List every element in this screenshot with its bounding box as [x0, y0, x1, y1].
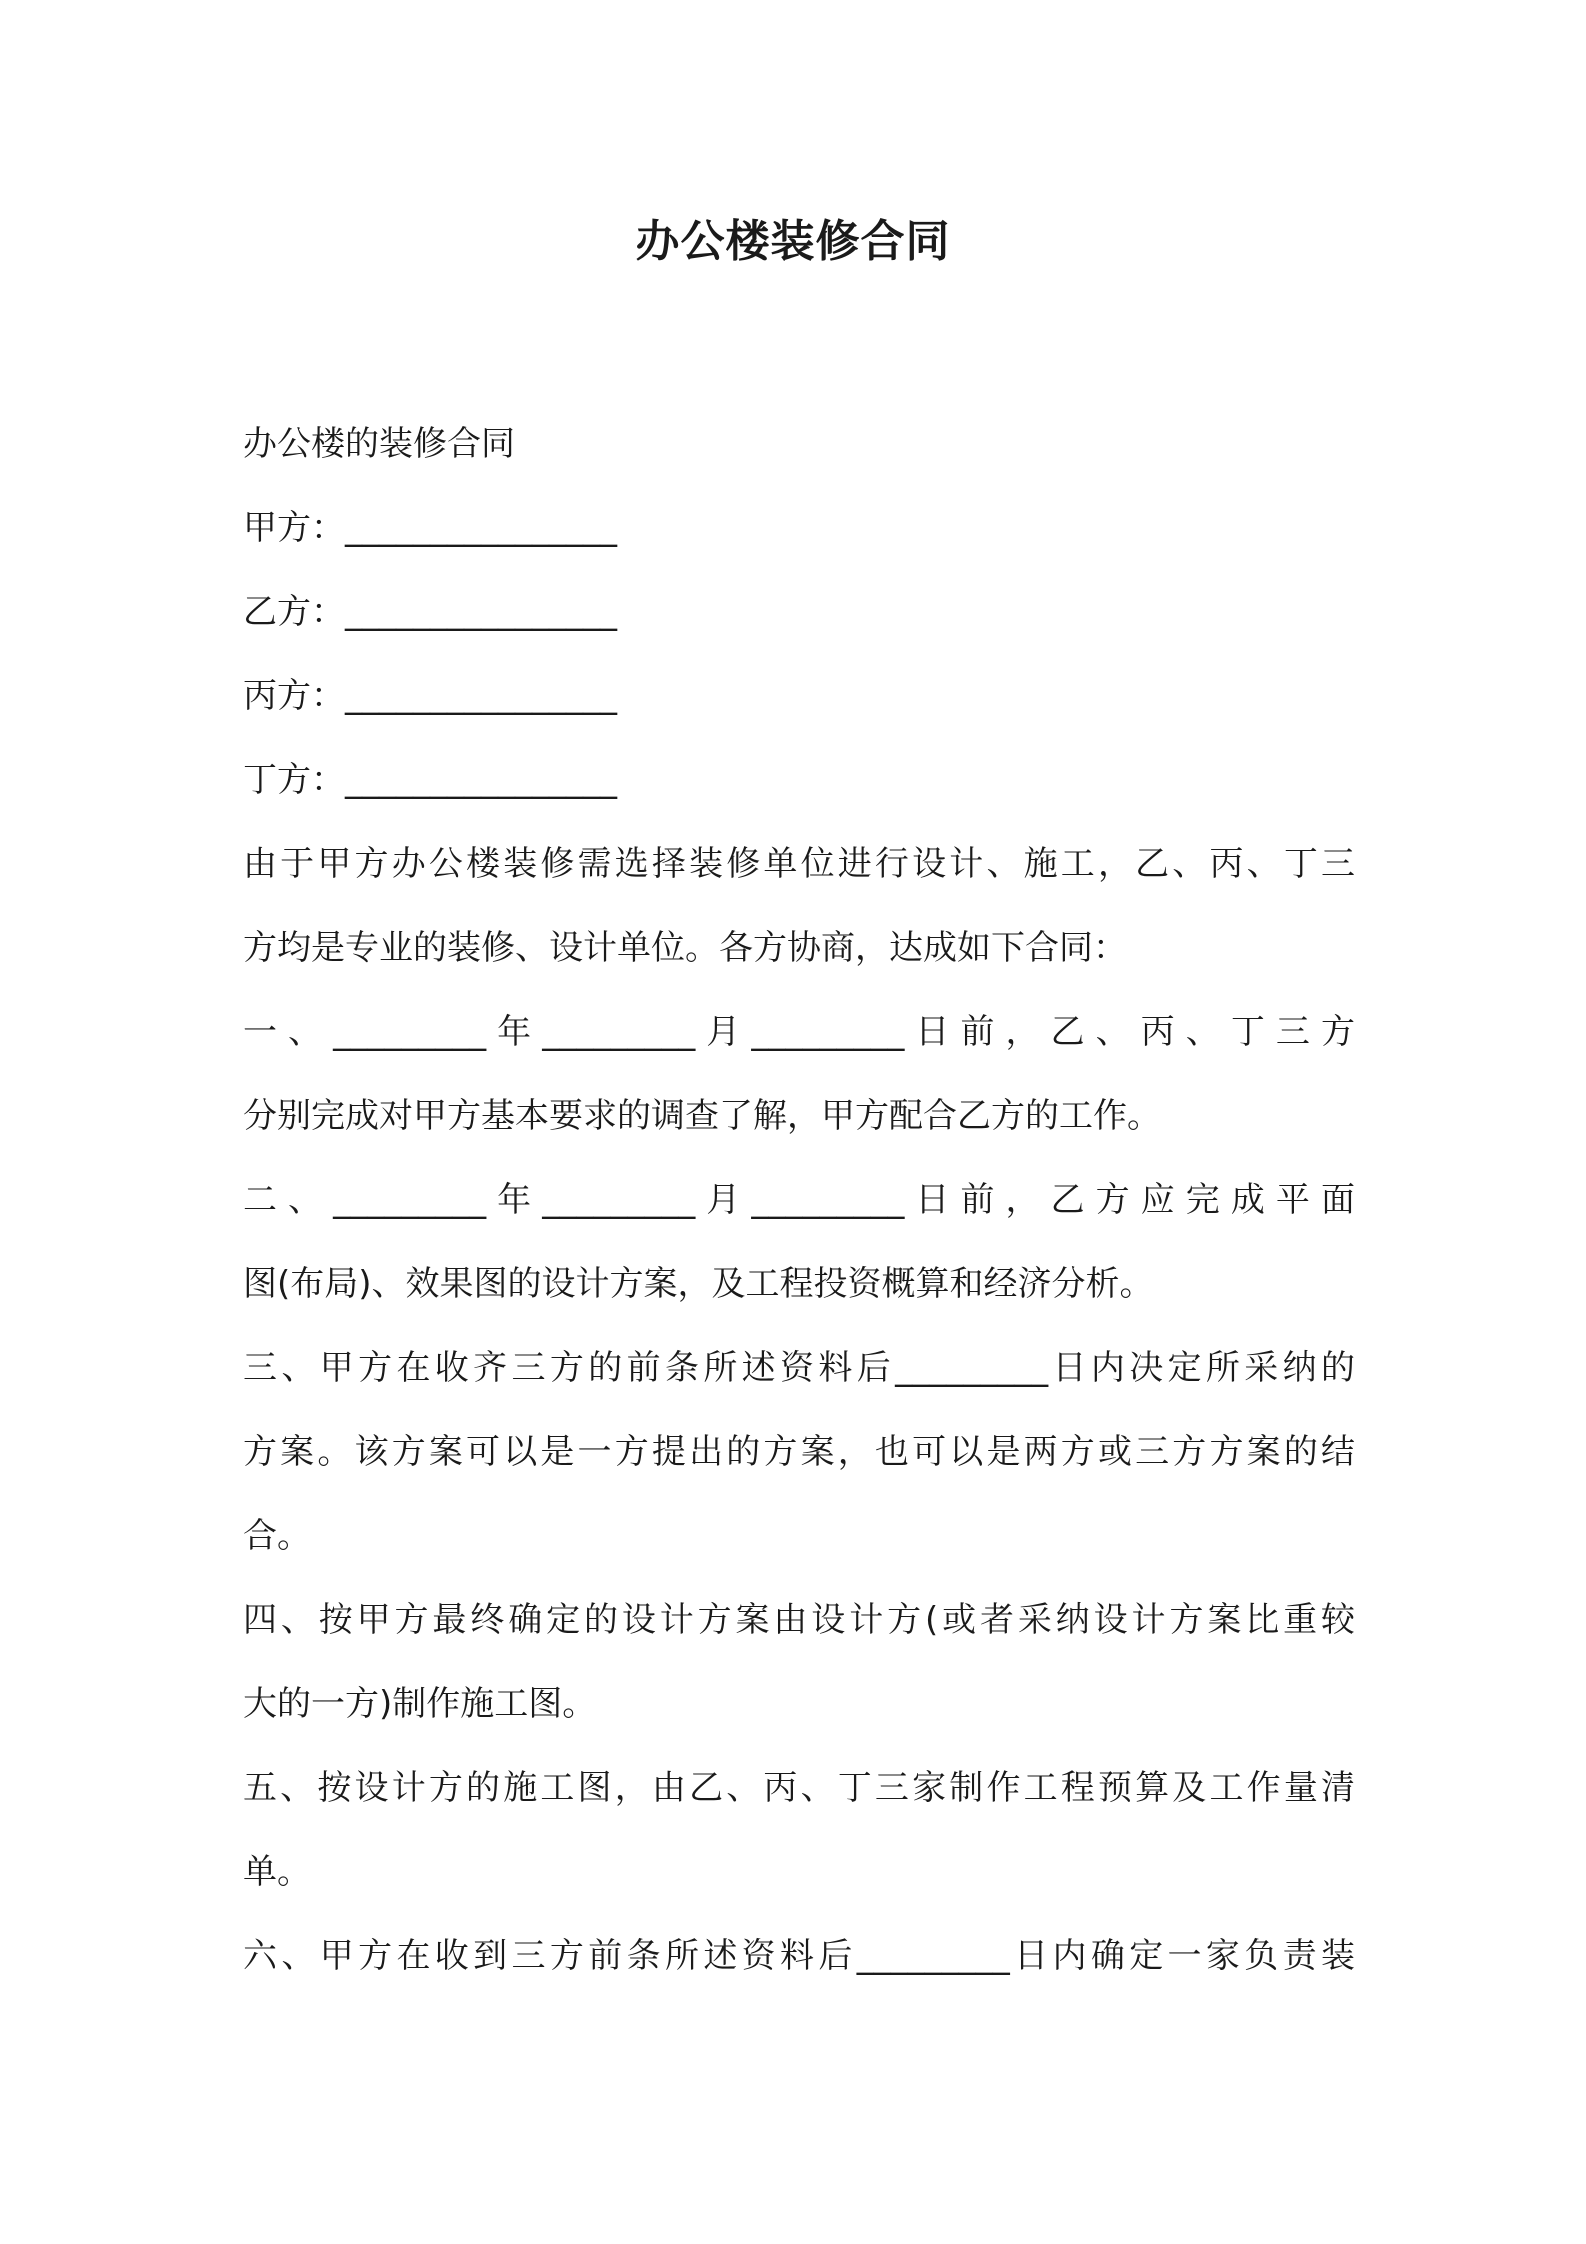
clause-5-line: 单。 — [243, 1852, 311, 1892]
party-b-line: 乙方：________________ — [243, 592, 617, 632]
clause-3-line: 三、甲方在收齐三方的前条所述资料后_________日内决定所采纳的 — [243, 1348, 1355, 1388]
clause-5-line: 五、按设计方的施工图，由乙、丙、丁三家制作工程预算及工作量清 — [243, 1768, 1355, 1808]
clause-4-line: 四、按甲方最终确定的设计方案由设计方(或者采纳设计方案比重较 — [243, 1600, 1355, 1640]
clause-4-line: 大的一方)制作施工图。 — [243, 1684, 597, 1724]
subtitle-line: 办公楼的装修合同 — [243, 424, 515, 464]
clause-6-line: 六、甲方在收到三方前条所述资料后_________日内确定一家负责装 — [243, 1936, 1355, 1976]
party-c-line: 丙方：________________ — [243, 676, 617, 716]
party-a-line: 甲方：________________ — [243, 508, 617, 548]
clause-3-line: 方案。该方案可以是一方提出的方案，也可以是两方或三方方案的结 — [243, 1432, 1355, 1472]
document-body — [243, 402, 1355, 1998]
clause-1-line: 一、_________年_________月_________日前，乙、丙、丁三方 — [243, 1012, 1355, 1052]
clause-2-line: 图(布局)、效果图的设计方案，及工程投资概算和经济分析。 — [243, 1264, 1154, 1304]
clause-1-line: 分别完成对甲方基本要求的调查了解，甲方配合乙方的工作。 — [243, 1096, 1161, 1136]
clause-2-line: 二、_________年_________月_________日前，乙方应完成平面 — [243, 1180, 1355, 1220]
paragraph-line: 由于甲方办公楼装修需选择装修单位进行设计、施工，乙、丙、丁三 — [243, 844, 1355, 884]
document-title: 办公楼装修合同 — [635, 216, 951, 267]
clause-3-line: 合。 — [243, 1516, 311, 1556]
paragraph-line: 方均是专业的装修、设计单位。各方协商，达成如下合同： — [243, 928, 1127, 968]
party-d-line: 丁方：________________ — [243, 760, 617, 800]
